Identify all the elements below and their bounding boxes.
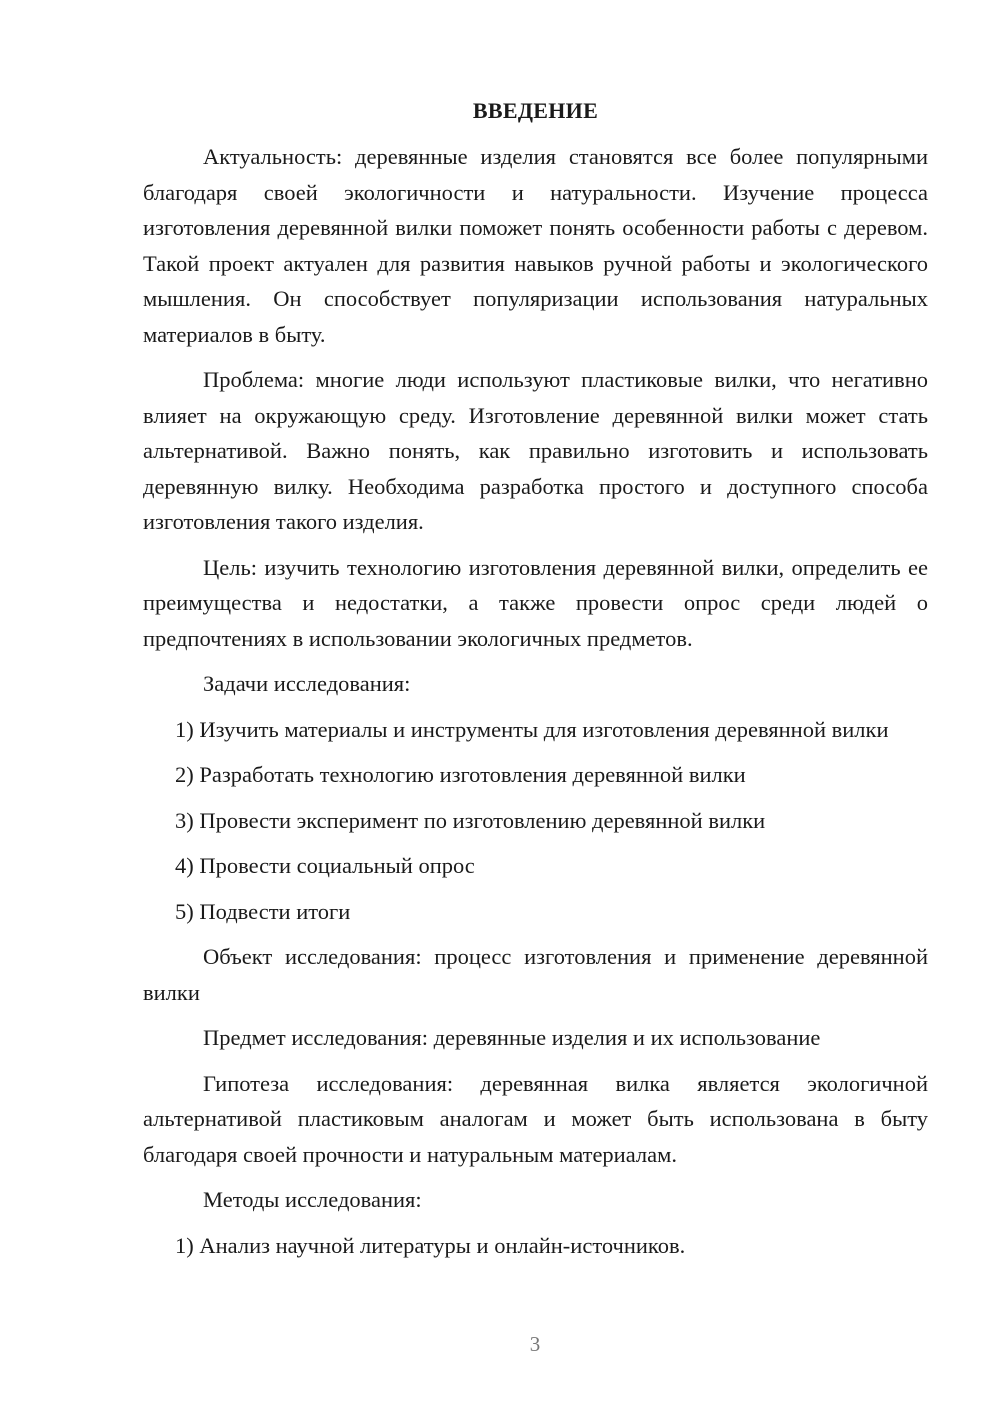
task-item: 2) Разработать технологию изготовления деревянной вилки [175,762,746,787]
task-item: 5) Подвести итоги [175,898,351,924]
goal-paragraph: Цель: изучить технологию изготовления деревянной вилки, определить ее преимущества и недостатки, а также провести опрос среди людей о предпочтениях в использовании экологичных предметов. [143,554,928,651]
subject-paragraph: Предмет исследования: деревянные изделия и их использование [203,1025,821,1050]
task-item: 3) Провести эксперимент по изготовлению деревянной вилки [175,807,766,833]
task-item: 1) Изучить материалы и инструменты для изготовления деревянной вилки [175,716,889,742]
relevance-paragraph: Актуальность: деревянные изделия становятся все более популярными благодаря своей экологичности и натуральности. Изучение процесса изготовления деревянной вилки поможет понять особенности работы с деревом. Такой проект актуален для развития навыков ручной работы и экологического мышления. Он способствует популяризации использования натуральных материалов в быту. [143,144,928,347]
hypothesis-paragraph: Гипотеза исследования: деревянная вилка является экологичной альтернативой пластиковым аналогам и может быть использована в быту благодаря своей прочности и натуральным материалам. [143,1070,928,1167]
problem-paragraph: Проблема: многие люди используют пластиковые вилки, что негативно влияет на окружающую среду. Изготовление деревянной вилки может стать альтернативой. Важно понять, как правильно изготовить и использовать деревянную вилку. Необходима разработка простого и доступного способа изготовления такого изделия. [143,367,928,534]
methods-heading: Методы исследования: [203,1187,422,1212]
method-item: 1) Анализ научной литературы и онлайн-источников. [175,1232,686,1258]
object-paragraph: Объект исследования: процесс изготовления и применение деревянной вилки [143,944,928,1005]
page-number: 3 [529,1332,541,1356]
tasks-heading: Задачи исследования: [203,671,411,696]
section-heading: ВВЕДЕНИЕ [472,98,599,123]
document-page [143,93,928,1273]
task-item: 4) Провести социальный опрос [175,853,475,878]
